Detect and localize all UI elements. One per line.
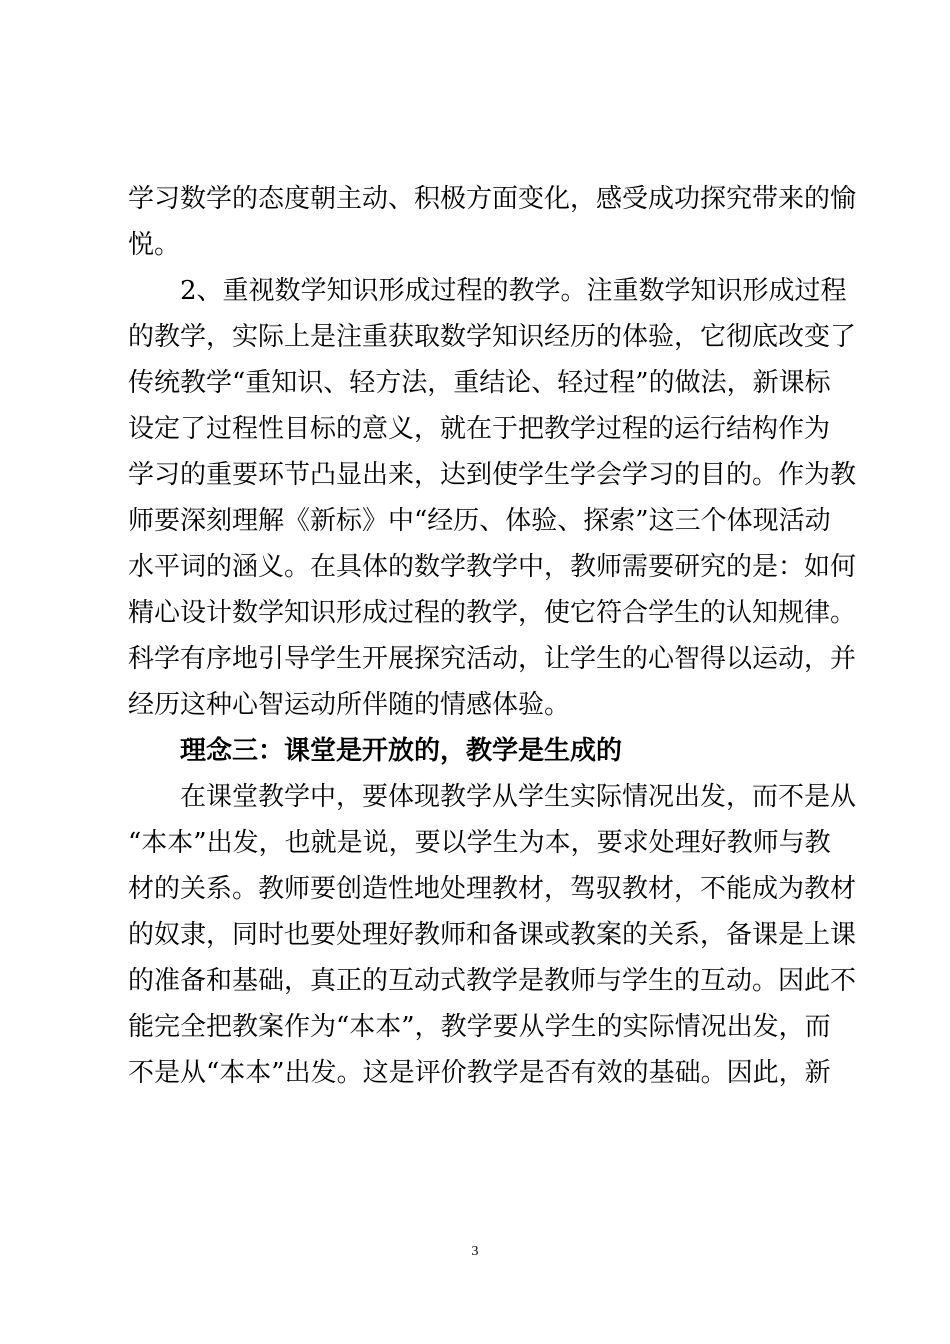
- text-line: 能完全把教案作为“本本”，教学要从学生的实际情况出发，而: [128, 1012, 831, 1042]
- text-line: 经历这种心智运动所伴随的情感体验。: [128, 690, 571, 720]
- text-line: 材的关系。教师要创造性地处理教材，驾驭教材，不能成为教材: [128, 874, 857, 904]
- text-line: 学习数学的态度朝主动、积极方面变化，感受成功探究带来的愉: [128, 184, 857, 214]
- text-line: 悦。: [128, 230, 181, 260]
- text-line: 师要深刻理解《新标》中“经历、体验、探索”这三个体现活动: [128, 506, 831, 536]
- section-heading: 理念三：课堂是开放的，教学是生成的: [180, 736, 623, 766]
- text-line: 学习的重要环节凸显出来，达到使学生学会学习的目的。作为教: [128, 460, 857, 490]
- text-line: 的教学，实际上是注重获取数学知识经历的体验，它彻底改变了: [128, 322, 857, 352]
- text-line: 不是从“本本”出发。这是评价教学是否有效的基础。因此，新: [128, 1058, 831, 1088]
- paragraph-start-line: 在课堂教学中，要体现教学从学生实际情况出发，而不是从: [180, 782, 857, 812]
- text-line: 的准备和基础，真正的互动式教学是教师与学生的互动。因此不: [128, 966, 857, 996]
- text-line: “本本”出发，也就是说，要以学生为本，要求处理好教师与教: [128, 828, 831, 858]
- body-text: [128, 176, 857, 1096]
- text-line: 传统教学“重知识、轻方法，重结论、轻过程”的做法，新课标: [128, 368, 831, 398]
- text-line: 精心设计数学知识形成过程的教学，使它符合学生的认知规律。: [128, 598, 857, 628]
- text-line: 设定了过程性目标的意义，就在于把教学过程的运行结构作为: [128, 414, 831, 444]
- text-line: 科学有序地引导学生开展探究活动，让学生的心智得以运动，并: [128, 644, 857, 674]
- text-line: 的奴隶，同时也要处理好教师和备课或教案的关系，备课是上课: [128, 920, 857, 950]
- page-number: 3: [471, 1244, 479, 1259]
- paragraph-start-line: 2、重视数学知识形成过程的教学。注重数学知识形成过程: [180, 276, 847, 306]
- text-line: 水平词的涵义。在具体的数学教学中，教师需要研究的是：如何: [128, 552, 857, 582]
